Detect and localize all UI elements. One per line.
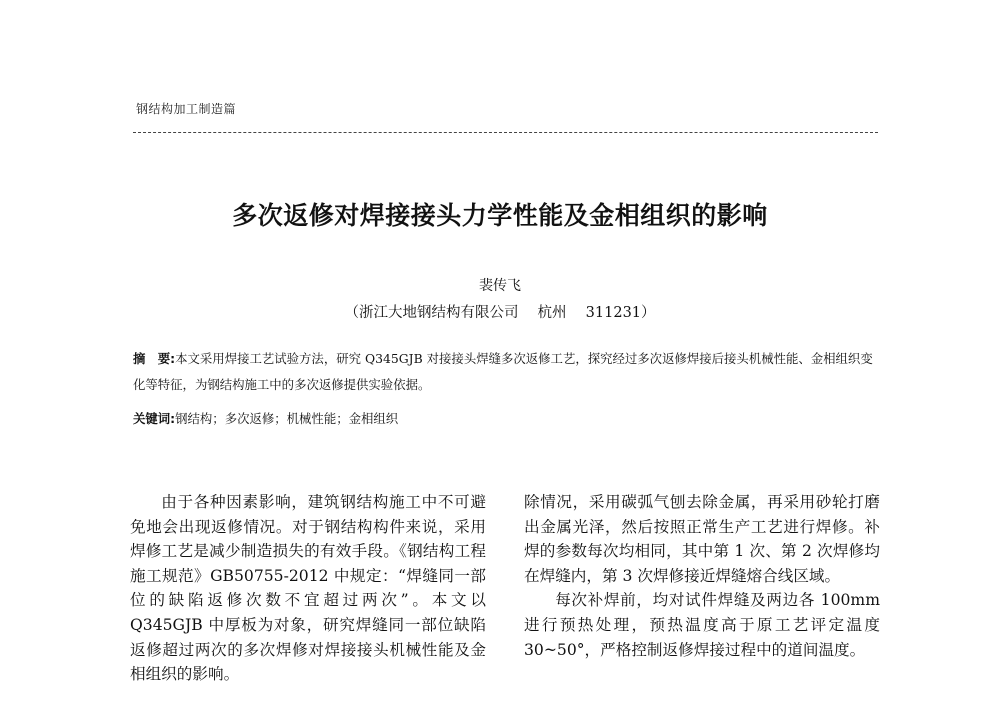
- abstract-text: 本文采用焊接工艺试验方法，研究 Q345GJB 对接接头焊缝多次返修工艺，探究经过多次返修焊接后接头机械性能、金相组织变化等特征，为钢结构施工中的多次返修提供实验依据。: [133, 351, 873, 392]
- keywords: [133, 409, 885, 427]
- keywords-label: 关键词:: [133, 411, 176, 426]
- intro-paragraph: 由于各种因素影响，建筑钢结构施工中不可避免地会出现返修情况。对于钢结构构件来说，采用焊修工艺是减少制造损失的有效手段。《钢结构工程施工规范》GB50755-2012 中规定：“焊缝同一部位的缺陷返修次数不宜超过两次”。本文以 Q345GJB 中厚板为对象，研究焊缝同一部位缺陷返修超过两次的多次焊修对焊接接头机械性能及金相组织的影响。: [130, 493, 486, 684]
- author-affiliation: （浙江大地钢结构有限公司 杭州 311231）: [344, 305, 656, 321]
- method-paragraph-2: 每次补焊前，均对试件焊缝及两边各 100mm 进行预热处理，预热温度高于原工艺评定温度 30~50°，严格控制返修焊接过程中的道间温度。: [524, 591, 880, 659]
- header-divider: [133, 132, 878, 133]
- section-label: 钢结构加工制造篇: [136, 102, 237, 116]
- abstract: [133, 346, 885, 398]
- body-column-left: [130, 490, 486, 687]
- abstract-label: 摘 要:: [133, 351, 176, 366]
- author-name: 裴传飞: [479, 278, 521, 294]
- keywords-text: 钢结构；多次返修；机械性能；金相组织: [175, 411, 399, 426]
- paper-title: 多次返修对焊接接头力学性能及金相组织的影响: [232, 201, 768, 230]
- body-column-right: [524, 490, 880, 662]
- method-paragraph-1: 除情况，采用碳弧气刨去除金属，再采用砂轮打磨出金属光泽，然后按照正常生产工艺进行焊修。补焊的参数每次均相同，其中第 1 次、第 2 次焊修均在焊缝内，第 3 次焊修接近焊缝熔合线区域。: [524, 493, 880, 585]
